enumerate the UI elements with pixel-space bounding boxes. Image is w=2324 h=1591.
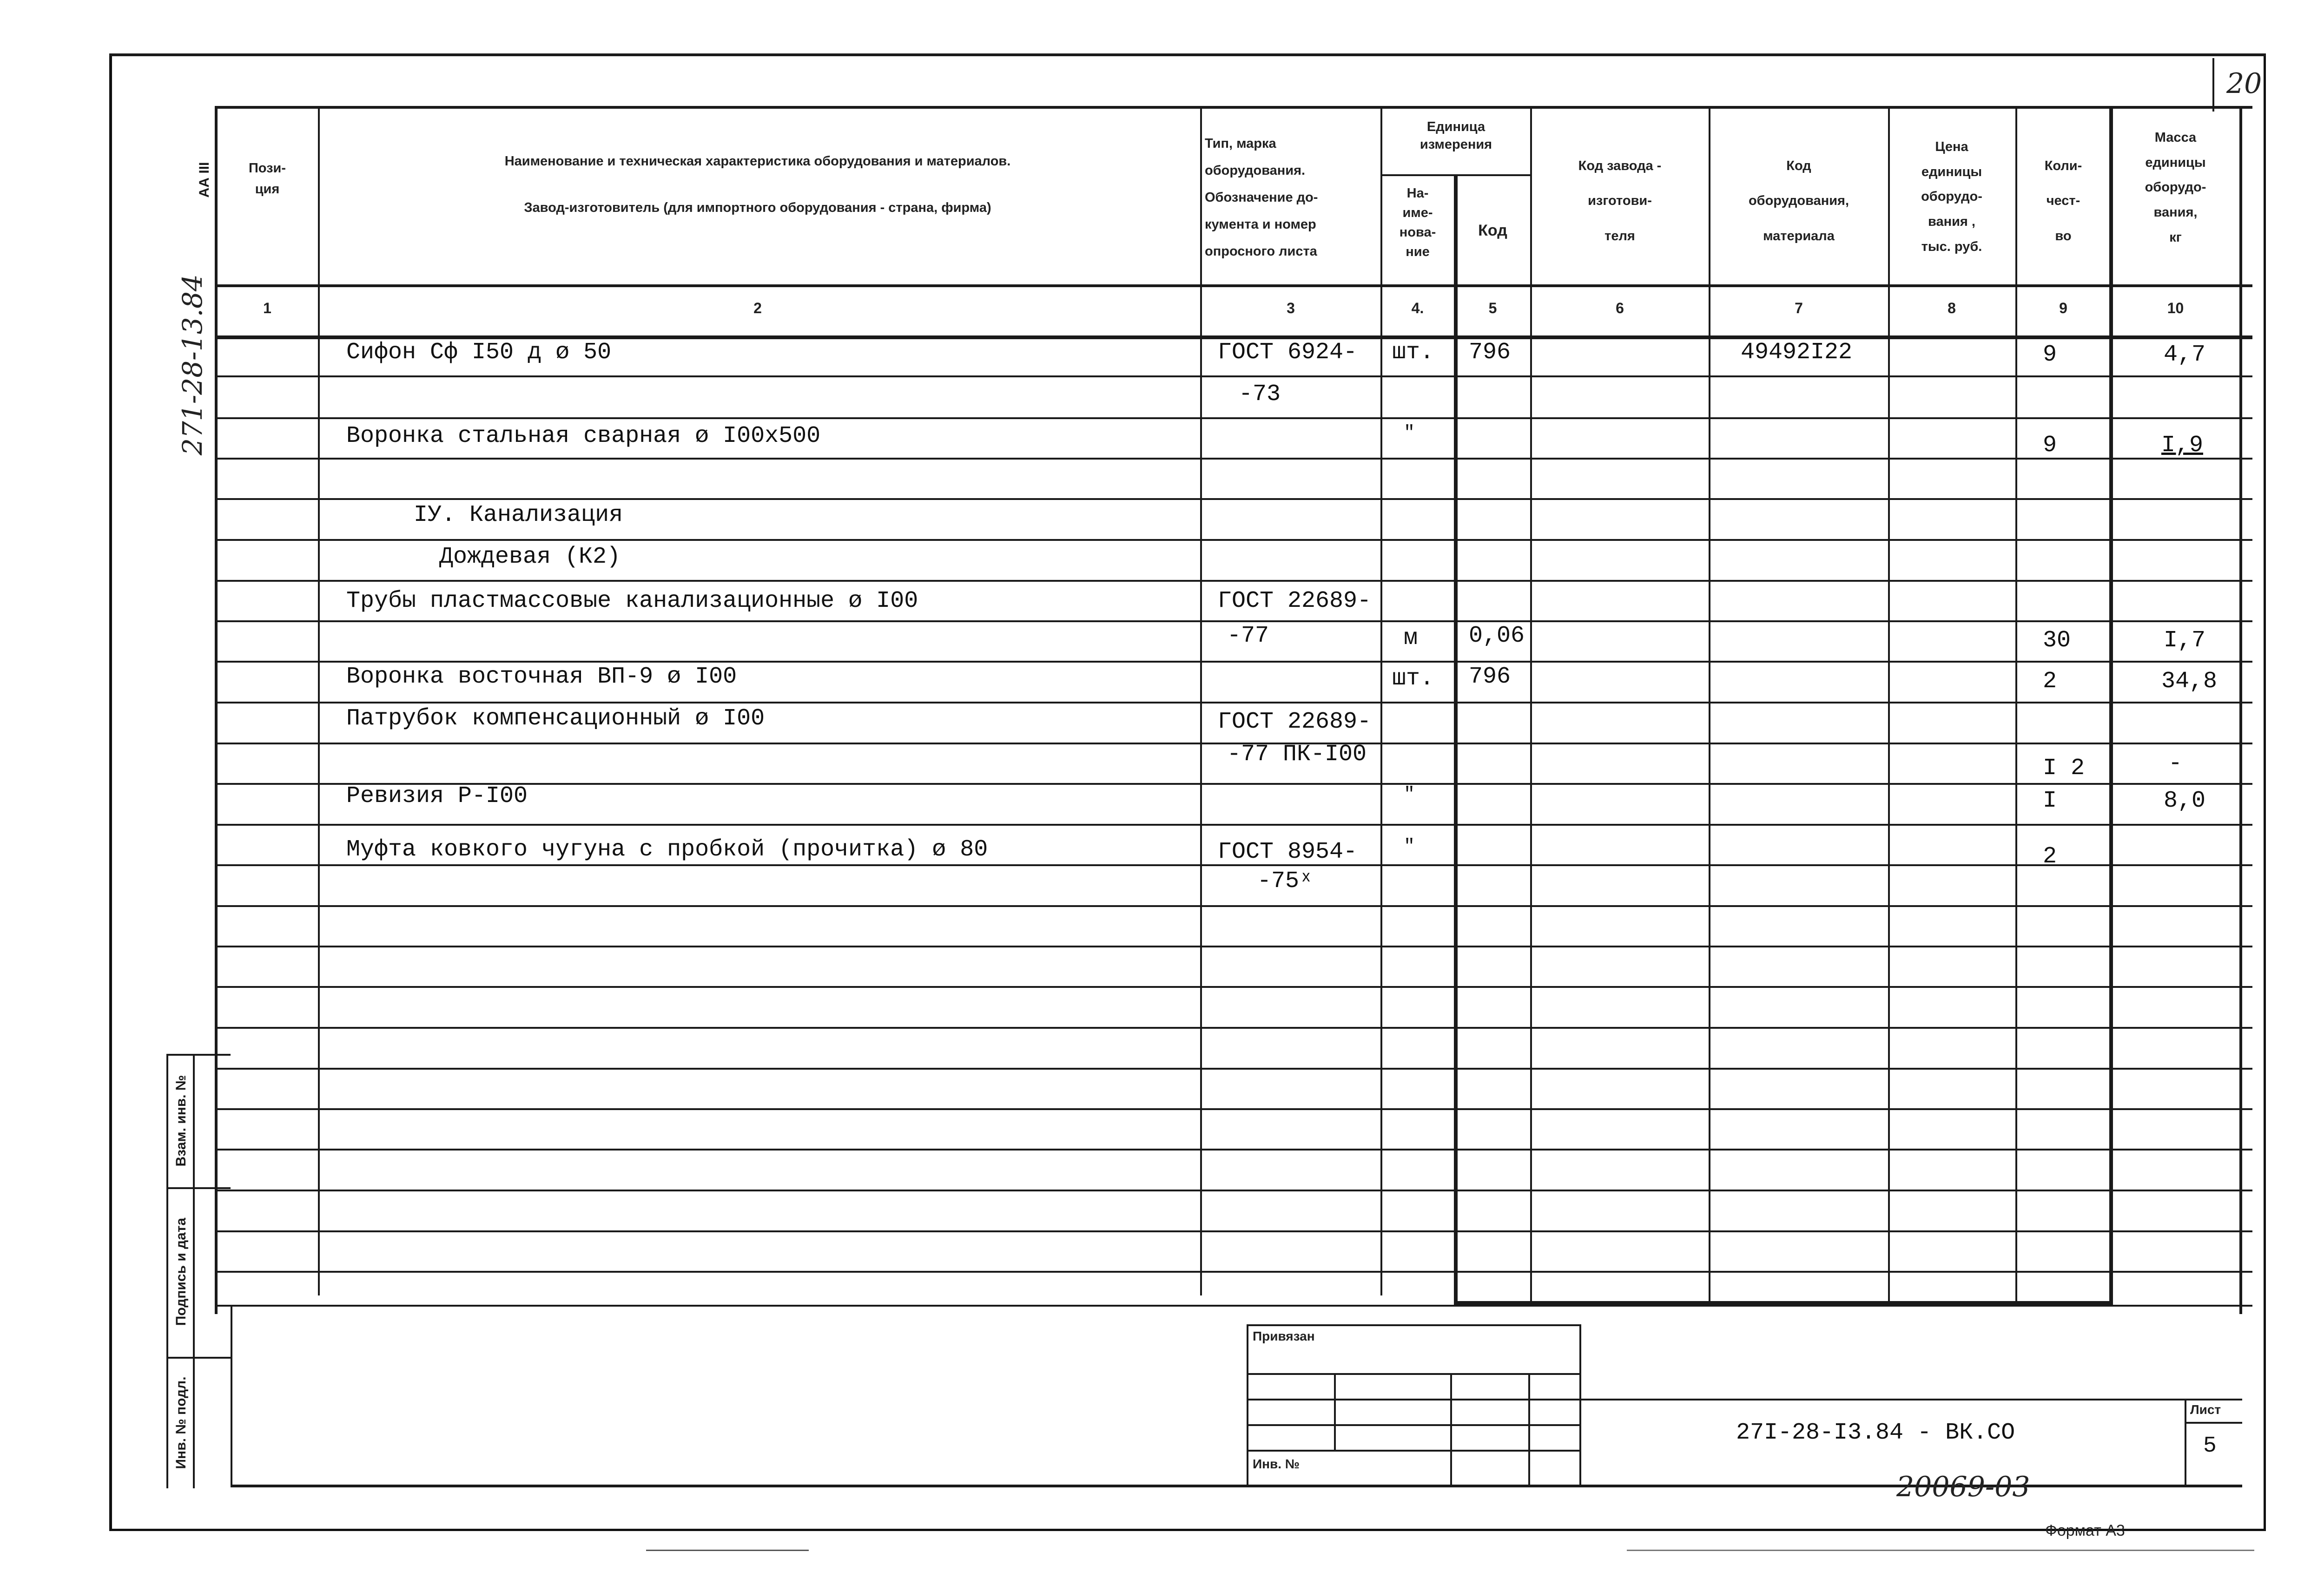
bottom-left-line [231,1305,232,1487]
colnum-9: 9 [2059,300,2067,316]
side-code: 271-28-13.84 [177,274,208,455]
colnum-8: 8 [1948,300,1956,316]
stamp-row [1247,1424,1581,1426]
row-doc: -73 [1239,381,1281,408]
header-factory-code: Код завода - изготови- теля [1578,158,1662,243]
document-code: 27I-28-I3.84 - ВК.СО [1736,1420,2015,1446]
page-corner-number: 20 [2226,67,2262,100]
col-line-1 [318,106,320,1295]
row-name: Воронка стальная сварная ø I00x500 [346,423,821,449]
row-line [215,661,2252,663]
row-mass: I,7 [2164,627,2206,654]
row-mass: 8,0 [2164,788,2206,814]
col-line-7 [1888,106,1890,1305]
row-line [215,375,2252,377]
row-code: 796 [1469,339,1511,366]
row-qty: 2 [2043,843,2057,870]
row-name: Дождевая (К2) [439,544,621,570]
row-line [215,1068,2252,1070]
row-unit: " [1404,836,1415,857]
row-code: 796 [1469,664,1511,690]
colnum-4: 4. [1411,300,1424,316]
row-name: Сифон Сф I50 д ø 50 [346,339,612,366]
row-doc: -77 [1227,623,1269,649]
row-mass: I,9 [2161,432,2204,459]
row-name: Ревизия Р-I00 [346,783,528,809]
docline [1579,1399,2242,1400]
row-unit: " [1404,784,1415,805]
header-material-code: Код оборудования, материала [1748,158,1849,243]
row-material: 49492I22 [1741,339,1853,366]
header-name-1: Наименование и техническая характеристика оборудования и материалов. [504,154,1011,169]
strip-mid [193,1054,195,1488]
list-number: 5 [2203,1433,2217,1459]
colnum-7: 7 [1795,300,1803,316]
row-line [215,1027,2252,1029]
stamp-top [1247,1324,1581,1326]
colnum-5: 5 [1488,300,1497,316]
col-line-10 [2239,106,2242,1314]
stamp-left [1247,1324,1248,1487]
header-position: Пози- ция [248,161,286,197]
row-mass: 34,8 [2161,668,2218,695]
stamp-right [1579,1324,1581,1487]
row-unit: " [1404,423,1415,444]
row-code: 0,06 [1469,623,1525,649]
header-unit-code: Код [1478,222,1507,239]
row-line [215,1230,2252,1232]
data-bottom [1454,1301,2113,1305]
strip-top [166,1054,231,1056]
row-name: Муфта ковкого чугуна с пробкой (прочитка) ø 80 [346,836,988,863]
row-doc: -75ˣ [1257,868,1314,894]
row-line [215,1305,2252,1307]
row-doc: ГОСТ 22689- [1218,709,1372,735]
row-line [215,946,2252,947]
list-box-split [2185,1422,2242,1424]
row-mass: - [2168,750,2183,777]
colnum-6: 6 [1616,300,1624,316]
row-qty: 9 [2043,432,2057,459]
colnum-1: 1 [263,300,271,316]
row-line [215,986,2252,988]
col-line-6 [1709,106,1710,1305]
col-line-4 [1454,174,1458,1304]
row-name: Патрубок компенсационный ø I00 [346,705,765,732]
stamp-row [1247,1373,1581,1375]
handwritten-number: 20069-03 [1896,1471,2030,1503]
unit-group-split [1380,174,1532,176]
stamp-privyazan: Привязан [1253,1329,1315,1343]
row-name: IУ. Канализация [414,502,623,528]
row-qty: 30 [2043,627,2071,654]
row-line [215,1108,2252,1110]
scan-artifact [646,1550,809,1551]
stamp-inv-no: Инв. № [1253,1457,1300,1471]
row-unit: шт. [1392,665,1434,692]
row-line [215,620,2252,622]
header-bottom [215,284,2252,287]
row-line [215,539,2252,541]
col-line-0 [215,106,218,1314]
corner-box-left [2212,58,2214,112]
header-name-2: Завод-изготовитель (для импортного оборудования - страна, фирма) [524,200,991,215]
stamp-col [1334,1373,1336,1450]
row-qty: 2 [2043,668,2057,695]
stamp-col [1528,1373,1530,1487]
row-doc: -77 ПК-I00 [1227,741,1367,768]
header-mass: Масса единицы оборудо- вания, кг [2145,130,2206,245]
stamp-col [1450,1373,1452,1487]
list-box-left [2185,1399,2186,1487]
row-line [215,1149,2252,1151]
header-type: Тип, марка оборудования. Обозначение до- кумента и номер опросного листа [1205,136,1318,259]
row-line [215,580,2252,582]
row-unit: м [1404,625,1418,651]
strip-inv: Инв. № подл. [173,1376,189,1469]
stamp-row [1247,1450,1581,1452]
side-code-small: АА III [197,162,212,198]
strip-podpis: Подпись и дата [173,1217,189,1326]
row-line [215,1271,2252,1273]
header-unit-name: На- име- нова- ние [1399,186,1436,260]
row-doc: ГОСТ 6924- [1218,339,1358,366]
row-mass: 4,7 [2164,342,2206,368]
row-line [215,905,2252,907]
colnum-2: 2 [753,300,762,316]
col-line-3 [1380,106,1382,1295]
row-doc: ГОСТ 8954- [1218,839,1358,865]
row-line [215,417,2252,419]
format-label: Формат А3 [2045,1522,2125,1539]
table-top [215,106,2252,109]
strip-split-1 [166,1187,231,1189]
row-name: Трубы пластмассовые канализационные ø I00 [346,588,918,614]
colnum-bottom [215,335,2252,339]
row-doc: ГОСТ 22689- [1218,588,1372,614]
row-unit: шт. [1392,339,1434,366]
top-edge [109,53,2266,56]
col-line-8 [2015,106,2017,1305]
header-unit-group: Единица измерения [1419,119,1492,152]
row-qty: I 2 [2043,755,2085,782]
colnum-10: 10 [2167,300,2184,316]
row-line [215,498,2252,500]
header-quantity: Коли- чест- во [2044,158,2082,243]
strip-left [166,1054,168,1488]
list-label: Лист [2190,1402,2221,1417]
strip-vzam: Взам. инв. № [173,1075,189,1167]
stamp-row [1247,1399,1581,1400]
row-line [215,702,2252,703]
colnum-3: 3 [1287,300,1295,316]
col-line-5 [1530,106,1532,1305]
scan-artifact [1627,1550,2254,1551]
header-price: Цена единицы оборудо- вания , тыс. руб. [1921,139,1982,254]
row-name: Воронка восточная ВП-9 ø I00 [346,664,737,690]
row-line [215,458,2252,460]
row-qty: 9 [2043,342,2057,368]
col-line-9 [2109,106,2113,1305]
row-line [215,824,2252,826]
row-qty: I [2043,788,2057,814]
row-line [215,1190,2252,1191]
col-line-2 [1200,106,1202,1295]
